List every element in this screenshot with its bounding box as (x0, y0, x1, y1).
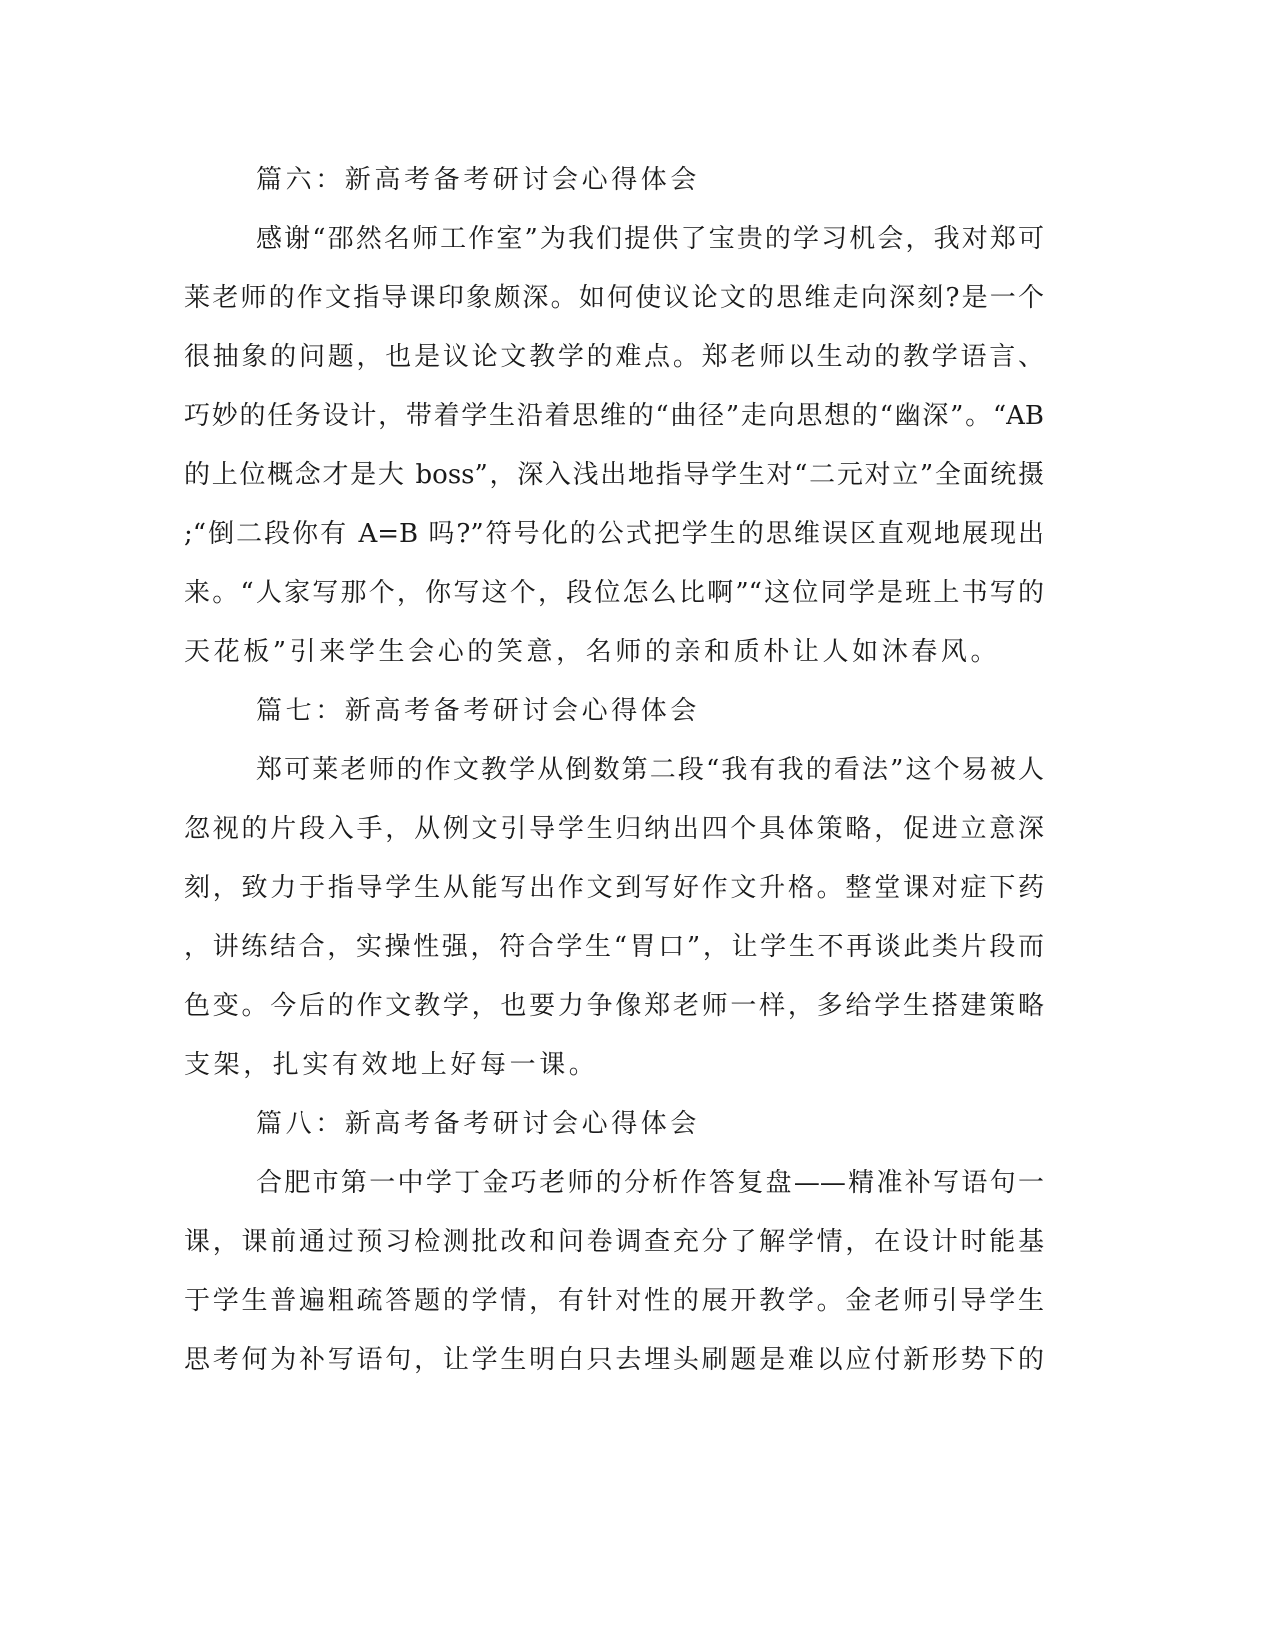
document-body (184, 158, 1044, 1397)
paragraph-line: 感谢“邵然名师工作室”为我们提供了宝贵的学习机会，我对郑可 (256, 224, 1044, 254)
paragraph-line: 忽视的片段入手，从例文引导学生归纳出四个具体策略，促进立意深 (184, 814, 1044, 844)
paragraph-line: 课，课前通过预习检测批改和问卷调查充分了解学情，在设计时能基 (184, 1227, 1044, 1257)
paragraph-line: 巧妙的任务设计，带着学生沿着思维的“曲径”走向思想的“幽深”。“AB (184, 401, 1044, 431)
paragraph-line: 天花板”引来学生会心的笑意，名师的亲和质朴让人如沐春风。 (184, 637, 1001, 667)
paragraph-line: 合肥市第一中学丁金巧老师的分析作答复盘——精准补写语句一 (256, 1168, 1044, 1198)
section-heading-7: 篇七：新高考备考研讨会心得体会 (256, 696, 701, 726)
section-heading-8: 篇八：新高考备考研讨会心得体会 (256, 1109, 701, 1139)
paragraph-line: 的上位概念才是大 boss”，深入浅出地指导学生对“二元对立”全面统摄 (184, 460, 1044, 490)
paragraph-line: ;“倒二段你有 A=B 吗?”符号化的公式把学生的思维误区直观地展现出 (184, 519, 1044, 549)
paragraph-line: ，讲练结合，实操性强，符合学生“胃口”，让学生不再谈此类片段而 (184, 932, 1044, 962)
section-heading-6: 篇六：新高考备考研讨会心得体会 (256, 165, 701, 195)
paragraph-line: 思考何为补写语句，让学生明白只去埋头刷题是难以应付新形势下的 (184, 1345, 1044, 1375)
paragraph-line: 支架，扎实有效地上好每一课。 (184, 1050, 599, 1080)
paragraph-line: 来。“人家写那个，你写这个，段位怎么比啊”“这位同学是班上书写的 (184, 578, 1044, 608)
paragraph-line: 色变。今后的作文教学，也要力争像郑老师一样，多给学生搭建策略 (184, 991, 1044, 1021)
paragraph-line: 很抽象的问题，也是议论文教学的难点。郑老师以生动的教学语言、 (184, 342, 1044, 372)
paragraph-line: 于学生普遍粗疏答题的学情，有针对性的展开教学。金老师引导学生 (184, 1286, 1044, 1316)
paragraph-line: 莱老师的作文指导课印象颇深。如何使议论文的思维走向深刻?是一个 (184, 283, 1044, 313)
paragraph-line: 郑可莱老师的作文教学从倒数第二段“我有我的看法”这个易被人 (256, 755, 1044, 785)
paragraph-line: 刻，致力于指导学生从能写出作文到写好作文升格。整堂课对症下药 (184, 873, 1044, 903)
